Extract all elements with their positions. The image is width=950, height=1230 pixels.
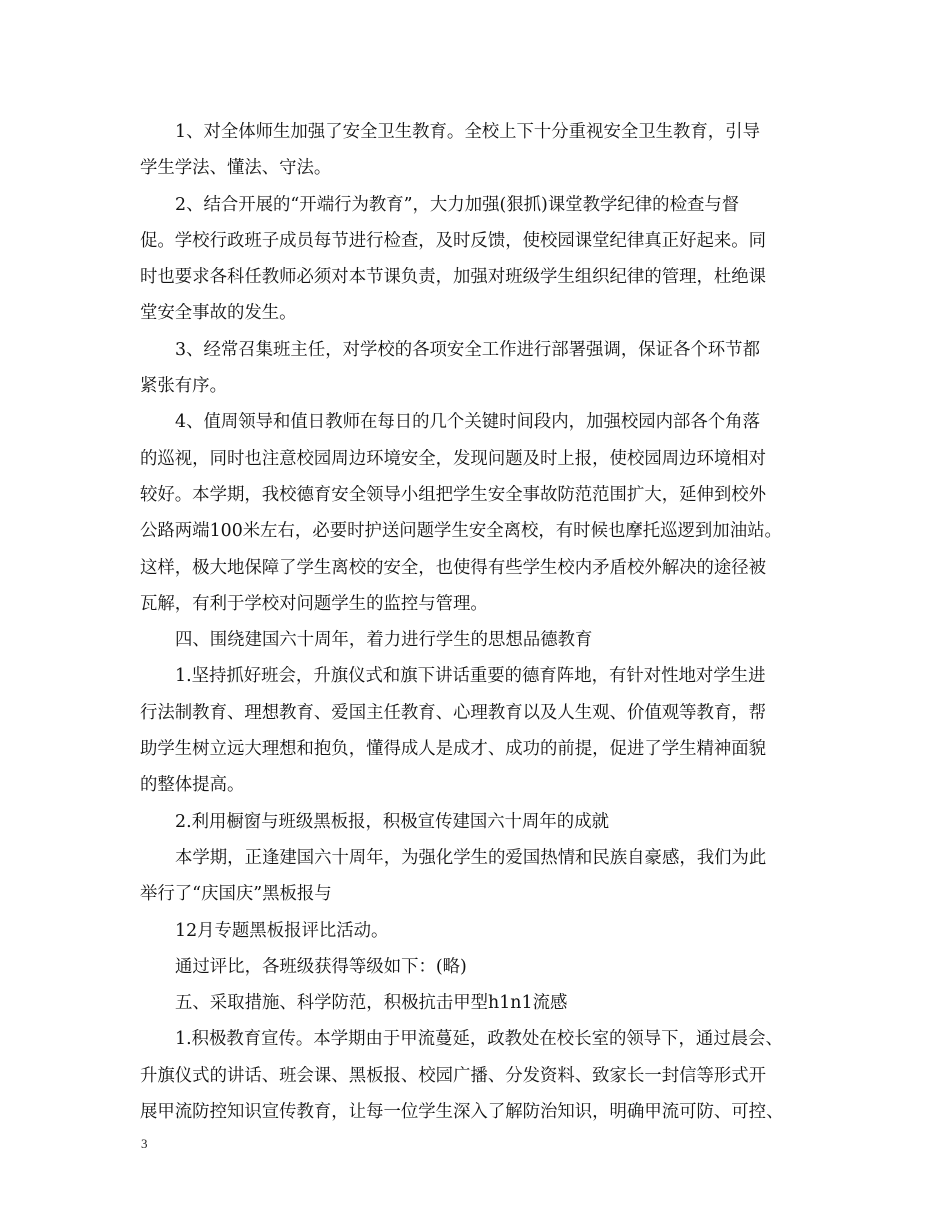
text-line: 本学期，正逢建国六十周年，为强化学生的爱国热情和民族自豪感，我们为此 <box>175 847 767 868</box>
text-line: 展甲流防控知识宣传教育，让每一位学生深入了解防治知识，明确甲流可防、可控、 <box>140 1102 784 1123</box>
document-body <box>140 114 812 1130</box>
text-line: 紧张有序。 <box>140 376 227 397</box>
text-line: 通过评比，各班级获得等级如下：(略) <box>175 956 467 977</box>
text-line: 促。学校行政班子成员每节进行检查，及时反馈，使校园课堂纪律真正好起来。同 <box>140 230 767 251</box>
text-line: 的整体提高。 <box>140 775 245 796</box>
text-line: 公路两端100米左右，必要时护送问题学生安全离校，有时候也摩托巡逻到加油站。 <box>140 521 782 542</box>
text-line: 这样，极大地保障了学生离校的安全，也使得有些学生校内矛盾校外解决的途径被 <box>140 557 767 578</box>
text-line: 助学生树立远大理想和抱负，懂得成人是成才、成功的前提，促进了学生精神面貌 <box>140 739 767 760</box>
text-line: 2.利用橱窗与班级黑板报，积极宣传建国六十周年的成就 <box>175 811 609 832</box>
text-line: 3、经常召集班主任，对学校的各项安全工作进行部署强调，保证各个环节都 <box>175 339 760 360</box>
text-line: 1.积极教育宣传。本学期由于甲流蔓延，政教处在校长室的领导下，通过晨会、 <box>175 1029 783 1050</box>
text-line: 行法制教育、理想教育、爱国主任教育、心理教育以及人生观、价值观等教育，帮 <box>140 702 767 723</box>
text-line: 2、结合开展的“开端行为教育”，大力加强(狠抓)课堂教学纪律的检查与督 <box>175 194 740 215</box>
text-line: 4、值周领导和值日教师在每日的几个关键时间段内，加强校园内部各个角落 <box>175 412 760 433</box>
text-line: 较好。本学期，我校德育安全领导小组把学生安全事故防范范围扩大，延伸到校外 <box>140 484 767 505</box>
page-number: 3 <box>141 1136 148 1151</box>
text-line: 堂安全事故的发生。 <box>140 303 297 324</box>
text-line: 四、围绕建国六十周年，着力进行学生的思想品德教育 <box>175 630 593 651</box>
text-line: 五、采取措施、科学防范，积极抗击甲型h1n1流感 <box>175 993 568 1014</box>
text-line: 举行了“庆国庆”黑板报与 <box>140 884 332 905</box>
text-line: 学生学法、懂法、守法。 <box>140 158 332 179</box>
text-line: 1.坚持抓好班会，升旗仪式和旗下讲话重要的德育阵地，有针对性地对学生进 <box>175 666 766 687</box>
text-line: 的巡视，同时也注意校园周边环境安全，发现问题及时上报，使校园周边环境相对 <box>140 448 767 469</box>
text-line: 瓦解，有利于学校对问题学生的监控与管理。 <box>140 593 488 614</box>
text-line: 1、对全体师生加强了安全卫生教育。全校上下十分重视安全卫生教育，引导 <box>175 122 760 142</box>
text-line: 升旗仪式的讲话、班会课、黑板报、校园广播、分发资料、致家长一封信等形式开 <box>140 1065 767 1086</box>
text-line: 时也要求各科任教师必须对本节课负责，加强对班级学生组织纪律的管理，杜绝课 <box>140 267 767 288</box>
text-line: 12月专题黑板报评比活动。 <box>175 920 389 941</box>
